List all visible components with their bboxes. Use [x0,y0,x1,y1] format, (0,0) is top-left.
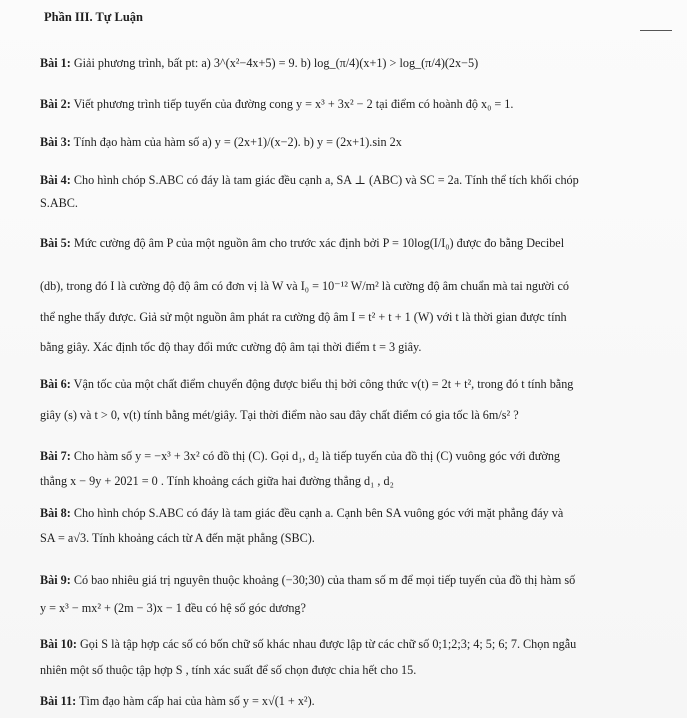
exercise-line [40,530,315,546]
exercise-line [40,572,575,588]
exercise-line [40,662,416,678]
exercise-text: Mức cường độ âm P của một nguồn âm cho trước xác định bởi P = 10log(I/I₀) được đo bằng Decibel [70,236,565,250]
exercise-text: nhiên một số thuộc tập hợp S , tính xác suất để số chọn được chia hết cho 15. [40,663,417,677]
exercise-text: Giải phương trình, bất pt: a) 3^(x²−4x+5) = 9. b) log_(π/4)(x+1) > log_(π/4)(2x−5) [70,56,479,70]
exercise-label: Bài 1: [40,56,71,70]
exercise-line [40,96,513,112]
exercise-text: bằng giây. Xác định tốc độ thay đổi mức cường độ âm tại thời điểm t = 3 giây. [40,340,422,354]
exercise-text: giây (s) và t > 0, v(t) tính bằng mét/giây. Tại thời điểm nào sau đây chất điểm có gia tốc là 6m/s² ? [40,408,519,422]
exercise-line [40,172,579,188]
exercise-line [40,636,576,652]
exercise-label: Bài 7: [40,449,71,463]
exercise-line [40,195,78,211]
exercise-label: Bài 10: [40,637,77,651]
exercise-text: thể nghe thấy được. Giả sử một nguồn âm phát ra cường độ âm I = t² + t + 1 (W) với t là thời gian được tính [40,310,567,324]
exercise-text: Cho hình chóp S.ABC có đáy là tam giác đều cạnh a, SA ⊥ (ABC) và SC = 2a. Tính thể tích khối chóp [70,173,579,187]
exercise-label: Bài 2: [40,97,71,111]
exercise-text: (db), trong đó I là cường độ độ âm có đơn vị là W và I₀ = 10⁻¹² W/m² là cường độ âm chuẩn mà tai người có [40,279,570,293]
exercise-label: Bài 3: [40,135,71,149]
exercise-line [40,55,478,71]
exercise-text: SA = a√3. Tính khoảng cách từ A đến mặt phẳng (SBC). [40,531,315,545]
corner-dash-decoration [640,30,672,31]
exercise-line [40,473,394,489]
exercise-line [40,134,402,150]
exercise-line [40,235,564,251]
exercise-label: Bài 4: [40,173,71,187]
exercise-text: Tính đạo hàm của hàm số a) y = (2x+1)/(x−2). b) y = (2x+1).sin 2x [70,135,402,149]
exercise-line [40,278,569,294]
exercise-label: Bài 11: [40,694,77,708]
exercise-label: Bài 6: [40,377,71,391]
exercise-line [40,309,567,325]
exercise-text: y = x³ − mx² + (2m − 3)x − 1 đều có hệ số góc dương? [40,601,306,615]
exercise-line [40,693,315,709]
exercise-text: Tìm đạo hàm cấp hai của hàm số y = x√(1 + x²). [76,694,315,708]
exercise-text: Viết phương trình tiếp tuyến của đường cong y = x³ + 3x² − 2 tại điểm có hoành độ x₀ = 1. [70,97,514,111]
exercise-line [40,448,560,464]
section-title: Phần III. Tự Luận [44,10,143,24]
exercise-line [40,600,306,616]
exercise-text: Gọi S là tập hợp các số có bốn chữ số khác nhau được lập từ các chữ số 0;1;2;3; 4; 5; 6; 7. Chọn ngẫu [76,637,577,651]
exercise-line [40,339,421,355]
exercise-text: Vận tốc của một chất điểm chuyển động được biểu thị bởi công thức v(t) = 2t + t², trong đó t tính bằng [70,377,574,391]
exercise-line [40,376,573,392]
exercise-text: S.ABC. [40,196,78,210]
exercise-text: thẳng x − 9y + 2021 = 0 . Tính khoảng cách giữa hai đường thẳng d₁ , d₂ [40,474,394,488]
exercise-label: Bài 9: [40,573,71,587]
exercise-text: Cho hàm số y = −x³ + 3x² có đồ thị (C). Gọi d₁, d₂ là tiếp tuyến của đồ thị (C) vuông góc với đường [70,449,561,463]
exercise-label: Bài 8: [40,506,71,520]
exercise-line [40,407,519,423]
exercise-label: Bài 5: [40,236,71,250]
exercise-text: Cho hình chóp S.ABC có đáy là tam giác đều cạnh a. Cạnh bên SA vuông góc với mặt phẳng đáy và [70,506,564,520]
exercise-line [40,505,563,521]
exercise-text: Có bao nhiêu giá trị nguyên thuộc khoảng (−30;30) của tham số m để mọi tiếp tuyến của đồ thị hàm số [70,573,576,587]
